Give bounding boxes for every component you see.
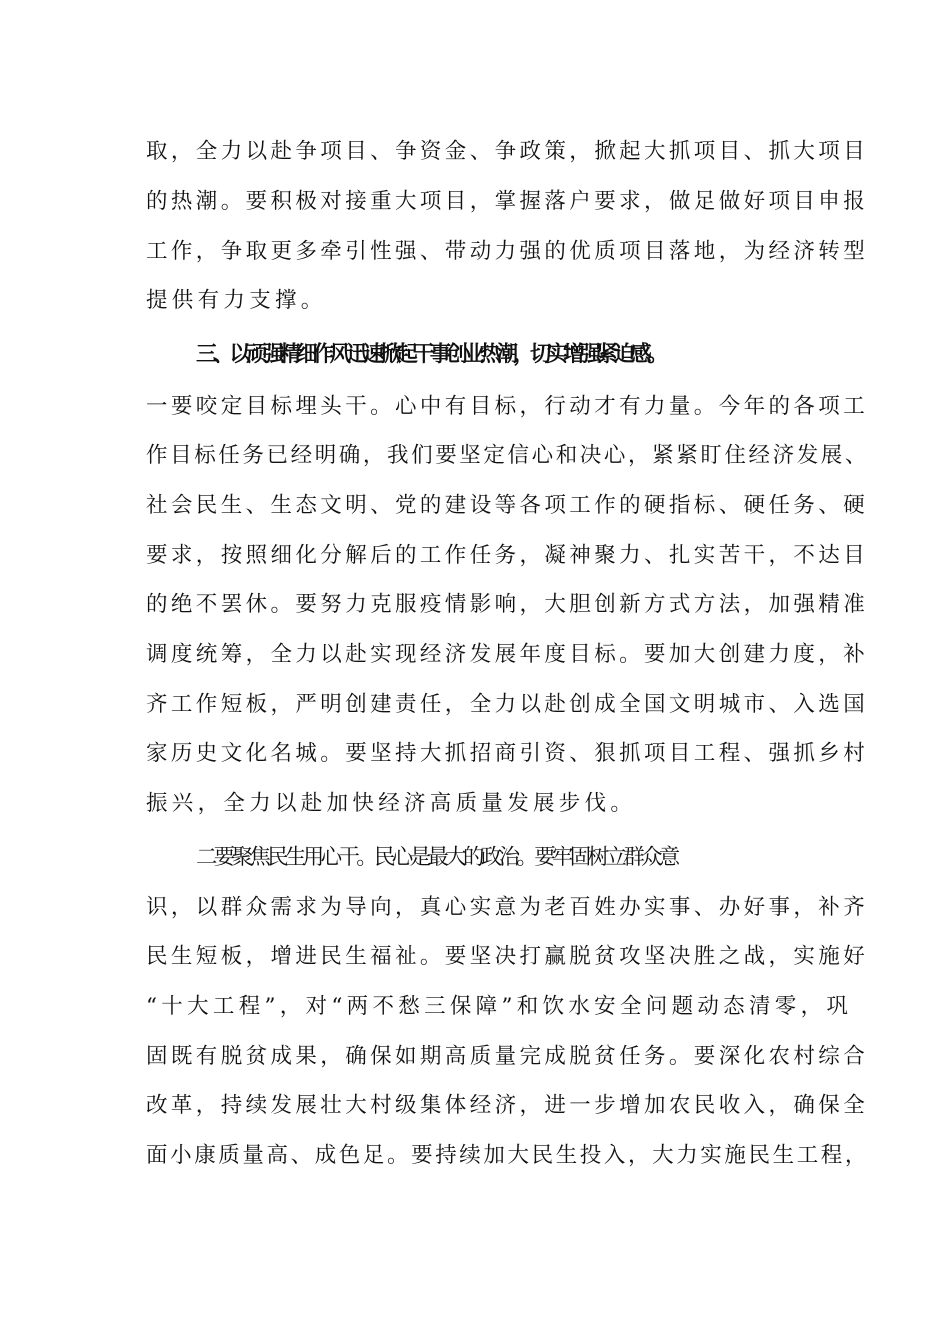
body-line: 要求，按照细化分解后的工作任务，凝神聚力、扎实苦干，不达目: [146, 543, 869, 568]
body-line: 振兴，全力以赴加快经济高质量发展步伐。: [146, 791, 637, 816]
section-heading: 三、以顽强精细作风迅速掀起干事创业热潮，切实增强紧迫感。: [196, 342, 664, 367]
body-line: 改革，持续发展壮大村级集体经济，进一步增加农民收入，确保全: [146, 1093, 869, 1118]
body-line: 的热潮。要积极对接重大项目，掌握落户要求，做足做好项目申报: [146, 189, 869, 214]
body-line: 的绝不罢休。要努力克服疫情影响，大胆创新方式方法，加强精准: [146, 592, 869, 617]
body-line: 面小康质量高、成色足。要持续加大民生投入，大力实施民生工程，: [146, 1143, 870, 1168]
body-line: “十大工程”，对“两不愁三保障”和饮水安全问题动态清零，巩: [146, 994, 853, 1019]
body-line: 家历史文化名城。要坚持大抓招商引资、狠抓项目工程、强抓乡村: [146, 741, 869, 766]
body-line: 一要咬定目标埋头干。心中有目标，行动才有力量。今年的各项工: [146, 394, 869, 419]
body-line: 取，全力以赴争项目、争资金、争政策，掀起大抓项目、抓大项目: [146, 139, 869, 164]
body-line: 社会民生、生态文明、党的建设等各项工作的硬指标、硬任务、硬: [146, 493, 869, 518]
body-line: 工作，争取更多牵引性强、带动力强的优质项目落地，为经济转型: [146, 239, 869, 264]
body-line: 民生短板，增进民生福祉。要坚决打赢脱贫攻坚决胜之战，实施好: [146, 944, 869, 969]
body-line: 固既有脱贫成果，确保如期高质量完成脱贫任务。要深化农村综合: [146, 1044, 869, 1069]
body-line: 调度统筹，全力以赴实现经济发展年度目标。要加大创建力度，补: [146, 642, 869, 667]
body-line: 提供有力支撑。: [146, 288, 327, 313]
body-line: 作目标任务已经明确，我们要坚定信心和决心，紧紧盯住经济发展、: [146, 443, 870, 468]
body-line: 识，以群众需求为导向，真心实意为老百姓办实事、办好事，补齐: [146, 895, 869, 920]
paragraph-first-line: 二要聚焦民生用心干。民心是最大的政治。要牢固树立群众意: [196, 845, 677, 870]
body-line: 齐工作短板，严明创建责任，全力以赴创成全国文明城市、入选国: [146, 692, 869, 717]
